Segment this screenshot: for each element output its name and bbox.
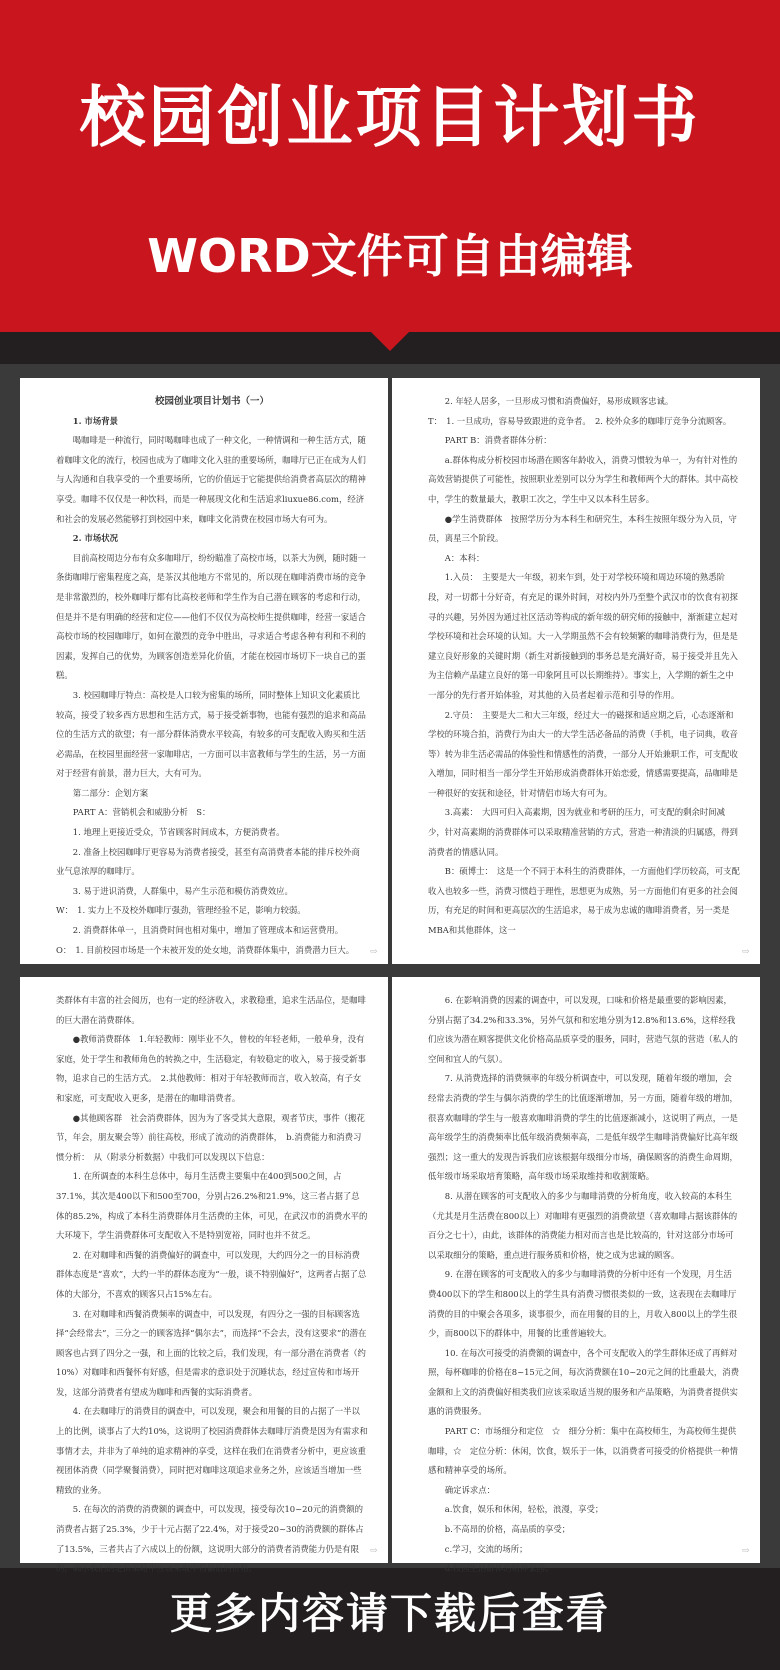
paragraph: 8. 从潜在顾客的可支配收入的多少与咖啡消费的分析角度，收入较高的本科生（尤其是月生活费在800以上）对咖啡有更强烈的消费欲望（喜欢咖啡占据该群体的百分之七十），由此，该群体的消费能力相对而言也是比较高的，针对这部分市场可以采取细分的策略，重点进行服务质和价格，使之成为忠诚的顾客。: [428, 1190, 738, 1260]
page-corner-icon: ⇨: [742, 1546, 750, 1556]
paragraph: 5. 在每次的消费的消费额的调查中，可以发现，接受每次10~20元的消费额的消费者占据了25.3%，少于十元占据了22.4%，对于接受20~30的消费额的群体占了13.5%，三者共占了六成以上的份额，这说明大部分的消费者消费能力仍是有限的，确示我们的定价策略中应该采取中档偏低的价格。: [56, 1504, 364, 1574]
page-corner-icon: ⇨: [370, 947, 378, 957]
page-corner-icon: ⇨: [370, 1546, 378, 1556]
paragraph: d.校园生活群体的精神家园；: [444, 1563, 554, 1574]
document-page-3: [20, 977, 388, 1574]
paragraph: W： 1. 实力上不及校外咖啡厅强劲，管理经验不足，影响力较弱。: [56, 905, 306, 916]
paragraph: T： 1. 一旦成功，容易导致跟进的竞争者。 2. 校外众多的咖啡厅竞争分流顾客。: [428, 415, 732, 426]
down-arrow-icon: [370, 331, 410, 351]
paragraph: a.群体构成分析校园市场潜在顾客年龄收入，消费习惯较为单一，为有针对性的高效营销提供了可能性，按照职业差别可以分为学生和教师两个大的群体。其中高校中，学生的数量最大，教职工次之，学生中又以本科生居多。: [428, 454, 738, 504]
paragraph: 校园创业项目计划书（一）: [154, 396, 269, 407]
paragraph: b.不高昂的价格，高品质的享受；: [444, 1524, 571, 1535]
paragraph: a.饮食，娱乐和休闲，轻松，浪漫，享受；: [444, 1504, 604, 1515]
paragraph: 第二部分：企划方案: [72, 787, 149, 798]
paragraph: 1. 地理上更接近受众，节省顾客时间成本，方便消费者。: [72, 827, 285, 838]
document-page-2: [392, 378, 760, 964]
paragraph: 3.高素： 大四可归入高素期，因为就业和考研的压力，可支配的剩余时间减少，针对高素期的消费群体可以采取精准营销的方式，营造一种清淡的归属感，得到消费者的情感认同。: [428, 807, 738, 857]
paragraph: B：硕博士： 这是一个不同于本科生的消费群体，一方面他们学历较高，可支配收入也较多一些，消费习惯趋于理性，思想更为成熟，另一方面他们有更多的社会阅历，有充足的时间和更高层次的生活追求，易于成为忠诚的咖啡消费者，另一类是MBA和其他群体，这一: [428, 866, 740, 936]
paragraph: 3. 校园咖啡厅特点：高校是人口较为密集的场所，同时整体上知识文化素质比较高，接受了较多西方思想和生活方式，易于接受新事物，也能有强烈的追求和高品位的生活方式的欲望；有一部分群体消费水平较高，有较多的可支配收入购买和生活必需品，在校园里面经营一家咖啡店，一方面可以丰富教师与学生的生活，另一方面对于经营有前景，潜力巨大，大有可为。: [56, 689, 366, 779]
paragraph: 喝咖啡是一种流行，同时喝咖啡也成了一种文化，一种情调和一种生活方式，随着咖啡文化的流行，校园也成为了咖啡文化入驻的重要场所，咖啡厅已正在成为人们与人沟通和自我享受的一个重要场所，它的价值远于它能提供给消费者高层次的精神享受。咖啡不仅仅是一种饮料，而是一种展现文化和生活追求liuxue86.com，经济和社会的发展必然能够打到校园中来，咖啡文化消费在校园市场大有可为。: [56, 435, 366, 524]
document-page-1: [20, 378, 388, 964]
paragraph: 2. 准备上校园咖啡厅更容易为消费者接受，甚至有高消费者本能的排斥校外商业气息浓厚的咖啡厅。: [56, 846, 360, 877]
paragraph: 2. 市场状况: [72, 533, 118, 544]
paragraph: 确定诉求点：: [444, 1484, 496, 1495]
paragraph: A：本科：: [444, 552, 485, 563]
paragraph: PART B：消费者群体分析：: [444, 435, 552, 446]
page-corner-icon: ⇨: [742, 947, 750, 957]
paragraph: 2. 年轻人居多，一旦形成习惯和消费偏好，易形成顾客忠诚。: [444, 396, 674, 406]
paragraph: ●教师消费群体 1.年轻教师：刚毕业不久，曾校的年轻老师，一般单身，没有家庭，处于学生和教师角色的转换之中，生活稳定，有较稳定的收入，易于接受新事物，追求自己的生活方式。 2.其他教师：相对于年轻教师而言，收入较高，有子女和家庭，可支配收入更多，是潜在的咖啡消费者。: [56, 1034, 366, 1103]
paragraph: 1.入员： 主要是大一年级，初来乍到，处于对学校环境和周边环境的熟悉阶段，对一切都十分好奇，有充足的课外时间，对校内外乃至整个武汉市的饮食有初探寻的兴趣，另外因为通过社区活动等构成的新年级的研究师的接触中，渐渐建立起对学校环境和社会环境的认知。大一入学期虽然不会有较频繁的咖啡消费行为，但是是建立良好形象的关键时期（新生对新接触到的事务总是充满好奇，易于接受并且先入为主信赖产品建立良好的第一印象阿且可以长期维持）。事实上，入学期的新生之中一部分的先行者开始体验，对其他的入员者起着示范和引导的作用。: [428, 572, 738, 700]
paragraph: 9. 在潜在顾客的可支配收入的多少与咖啡消费的分析中还有一个发现，月生活费400以下的学生和800以上的学生具有消费习惯很类似的一致，这表现在去咖啡厅消费的目的中聚会各项多，谈事很少，而在用餐的目的上，月收入800以上的学生很少，而800以下的群体中，用餐的比重普遍较大。: [428, 1269, 738, 1339]
paragraph: 4. 在去咖啡厅的消费目的调查中，可以发现，聚会和用餐的目的占据了一半以上的比例，谈事占了大约10%，这说明了校园消费群体去咖啡厅消费是因为有需求和事情才去，并非为了单纯的追求精神的享受，这样在我们在消费者分析中，更应该重视团体消费（同学聚餐消费），同时把对咖啡这项追求业务之外，应该适当增加一些精致的业务。: [56, 1406, 368, 1495]
paragraph: 7. 从消费选择的消费频率的年级分析调查中，可以发现，随着年级的增加，会经常去消费的学生与偶尔消费的学生的比值逐渐增加，另一方面，随着年级的增加，很喜欢咖啡的学生与一般喜欢咖啡消费的学生的比值逐渐减小，这说明了两点，一是高年级学生的消费频率比低年级消费频率高，二是低年级学生咖啡消费偏好比高年级强烈；这一重大的发现告诉我们应该根据年级细分市场，确保顾客的消费生命周期，低年级市场采取培育策略，高年级市场采取维持和收割策略。: [428, 1073, 738, 1182]
paragraph: 类群体有丰富的社会阅历，也有一定的经济收入，求教稳重，追求生活品位，是咖啡的巨大潜在消费群体。: [56, 995, 366, 1025]
paragraph: ●其他顾客群 社会消费群体，因为为了客受其大意限，观者节庆，事件（搬花节，年会，朋友聚会等）前往高校，形成了流动的消费群体， b.消费能力和消费习惯分析： 从（附录分析数据）中我们可以发现以下信息：: [56, 1112, 365, 1162]
paragraph: 2. 消费群体单一，且消费时间也相对集中，增加了管理成本和运营费用。: [72, 925, 344, 936]
paragraph: ●学生消费群体 按照学历分为本科生和研究生，本科生按照年级分为入员，守员，离星三个阶段。: [428, 513, 737, 544]
paragraph: 6. 在影响消费的因素的调查中，可以发现，口味和价格是最重要的影响因素，分别占据了34.2%和33.3%，另外气氛和和宏地分别为12.8%和13.6%，这样经我们应该为潜在顾客提供文化价格高品质享受的服务，同时，营造气氛的营造（私人的空间和宜人的气氛）。: [428, 995, 738, 1064]
paragraph: c.学习，交流的场所；: [444, 1543, 528, 1554]
paragraph: 10. 在每次可接受的消费额的调查中，各个可支配收入的学生群体还成了再鲜对照，每杯咖啡的价格在8~15元之间，每次消费额在10~20元之间的比重最大，消费金额和上文的消费偏好相类我们应该采取适当规的服务和产品策略，为消费者提供实惠的消费服务。: [428, 1347, 739, 1417]
document-page-4: [392, 977, 760, 1574]
paragraph: 1. 市场背景: [72, 415, 118, 426]
paragraph: 2. 在对咖啡和西餐的消费偏好的调查中，可以发现，大约四分之一的目标消费群体态度是“喜欢”，大约一半的群体态度为“一般，谈不特别偏好”，这两者占据了总体的大部分，不喜欢的顾客只占15%左右。: [56, 1249, 367, 1299]
footer-text: 更多内容请下载后查看: [169, 1589, 610, 1638]
paragraph: 目前高校周边分布有众多咖啡厅，纷纷瞄准了高校市场，以茶大为例，随时随一条街咖啡厅密集程度之高，是茶汉其他地方不常见的，所以现在咖啡消费市场的竞争是非常激烈的，校外咖啡厅都有比高校老师和学生作为自己潜在顾客的考虑和行动，但是并不是有明确的经营和定位——他们不仅仅为高校师生提供咖啡，经营一家适合高校市场的校园咖啡厅，如何在激烈的竞争中胜出，寻求适合考虑各种有利和不利的因素，发挥自己的优势，为顾客创造差异化价值，才能在校园市场切下一块自己的蛋糕。: [56, 552, 366, 681]
paragraph: 3. 易于进识消费，人群集中，易产生示范和模仿消费效应。: [72, 885, 293, 896]
paragraph: 1. 在所调查的本科生总体中，每月生活费主要集中在400到500之间，占37.1%，其次是400以下和500至700，分别占26.2%和21.9%，这三者占据了总体的85.2%，构成了本科生消费群体月生活费的主体，可见，在武汉市的消费水平的大环境下，学生消费群体可支配收入不是特别宽裕，同时也并不贫乏。: [56, 1171, 368, 1241]
paragraph: 2.守员： 主要是大二和大三年级，经过大一的磁探和适应期之后，心态逐渐和学校的环境合拍，消费行为由大一的大学生活必备品的消费（手机，电子词典，收音等）转为非生活必需品的体验性和情感性的消费，一部分人开始兼职工作，可支配收入增加，同时相当一部分学生开始形成消费群体开始恋爱，情感需要提高，品咖啡是一种很好的安抚和途径，针对情侣市场大有可为。: [428, 709, 738, 798]
header-banner: [0, 0, 780, 332]
paragraph: PART A：营销机会和威胁分析 S：: [72, 807, 211, 818]
banner-subtitle: WORD文件可自由编辑: [147, 229, 633, 283]
paragraph: 3. 在对咖啡和西餐消费频率的调查中，可以发现，有四分之一强的目标顾客选择“会经常去”，三分之一的顾客选择“偶尔去”，而选择“不会去，没有这要求”的潜在顾客也占到了四分之一强，和上面的比较之后，我们发现，有一部分潜在消费者（约10%）对咖啡和西餐怀有好感，但是需求的意识处于沉睡状态，经过宣传和市场开发，这部分消费者有望成为咖啡和西餐的实际消费者。: [56, 1308, 367, 1397]
banner-title: 校园创业项目计划书: [79, 79, 701, 156]
paragraph: O： 1. 目前校园市场是一个未被开发的处女地，消费群体集中，消费潜力巨大。: [56, 944, 355, 955]
paragraph: PART C：市场细分和定位 ☆ 细分分析：集中在高校师生，为高校师生提供咖啡，☆ 定位分析：休闲，饮食，娱乐于一体，以消费者可接受的价格提供一种情感和精神享受的场所。: [428, 1426, 738, 1476]
